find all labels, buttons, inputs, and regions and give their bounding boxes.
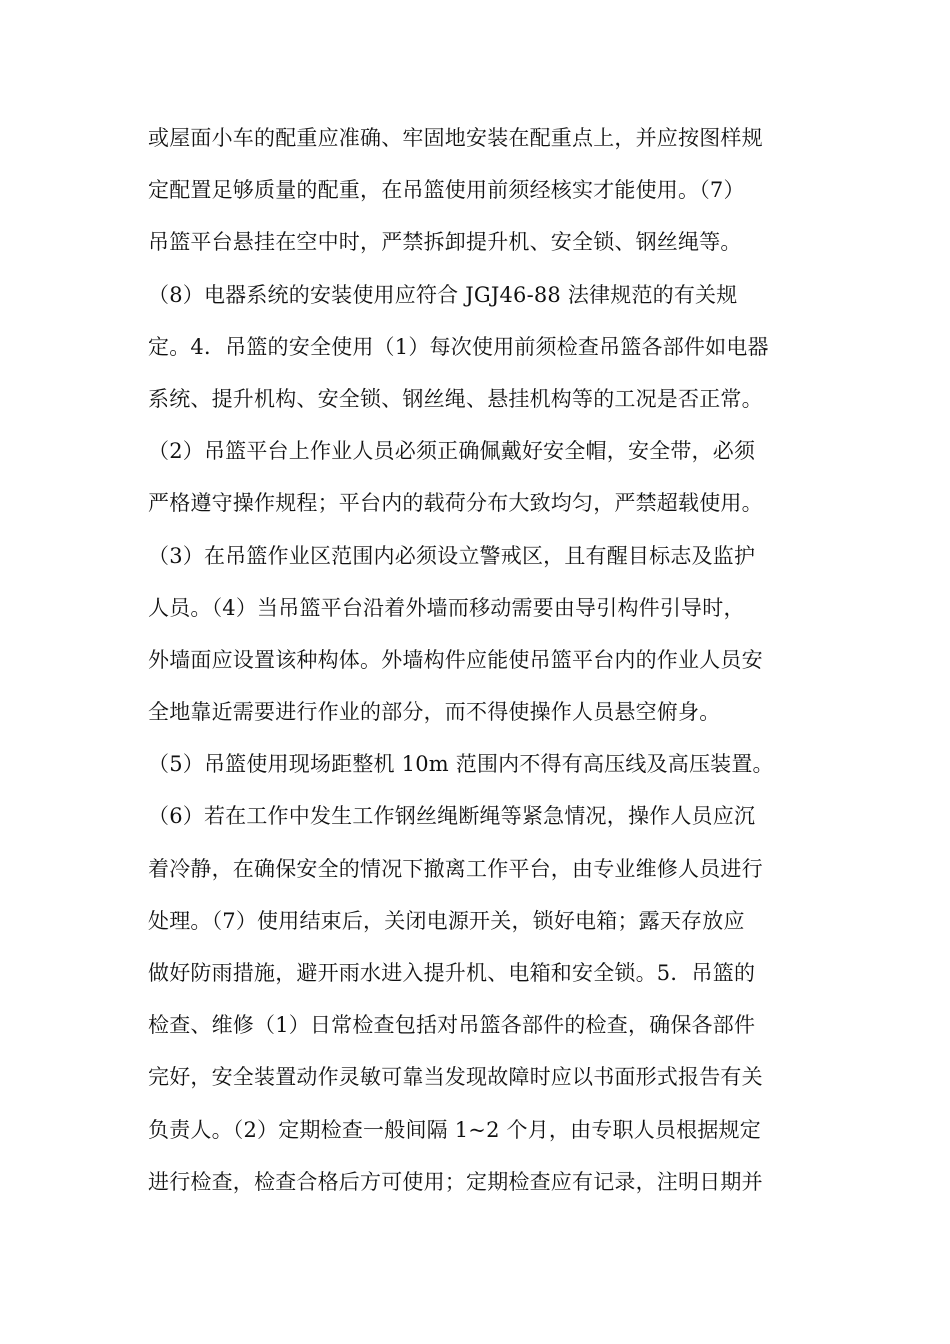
text-line: 系统、提升机构、安全锁、钢丝绳、悬挂机构等的工况是否正常。 bbox=[148, 386, 763, 411]
text-line: （5）吊篮使用现场距整机 10m 范围内不得有高压线及高压装置。 bbox=[148, 752, 774, 777]
text-line: 严格遵守操作规程；平台内的载荷分布大致均匀，严禁超载使用。 bbox=[148, 491, 763, 516]
text-line: 外墙面应设置该种构体。外墙构件应能使吊篮平台内的作业人员安 bbox=[148, 647, 763, 672]
text-line: 或屋面小车的配重应准确、牢固地安装在配重点上，并应按图样规 bbox=[148, 126, 763, 150]
text-line: 全地靠近需要进行作业的部分，而不得使操作人员悬空俯身。 bbox=[148, 700, 721, 725]
body-text bbox=[148, 118, 808, 1214]
text-line: 吊篮平台悬挂在空中时，严禁拆卸提升机、安全锁、钢丝绳等。 bbox=[148, 230, 742, 255]
text-line: 处理。（7）使用结束后，关闭电源开关，锁好电箱；露天存放应 bbox=[148, 908, 745, 933]
text-line: （8）电器系统的安装使用应符合 JGJ46-88 法律规范的有关规 bbox=[148, 282, 738, 307]
text-line: 进行检查，检查合格后方可使用；定期检查应有记录，注明日期并 bbox=[148, 1169, 763, 1194]
text-line: （6）若在工作中发生工作钢丝绳断绳等紧急情况，操作人员应沉 bbox=[148, 804, 756, 829]
text-line: （3）在吊篮作业区范围内必须设立警戒区，且有醒目标志及监护 bbox=[148, 543, 756, 568]
text-line: 定配置足够质量的配重，在吊篮使用前须经核实才能使用。（7） bbox=[148, 178, 745, 203]
text-line: 完好，安全装置动作灵敏可靠当发现故障时应以书面形式报告有关 bbox=[148, 1065, 763, 1090]
text-line: （2）吊篮平台上作业人员必须正确佩戴好安全帽，安全带，必须 bbox=[148, 439, 756, 464]
text-line: 检查、维修（1）日常检查包括对吊篮各部件的检查，确保各部件 bbox=[148, 1013, 756, 1038]
text-line: 定。4．吊篮的安全使用（1）每次使用前须检查吊篮各部件如电器 bbox=[148, 334, 769, 359]
text-line: 负责人。（2）定期检查一般间隔 1~2 个月，由专职人员根据规定 bbox=[148, 1117, 761, 1142]
text-line: 人员。（4）当吊篮平台沿着外墙而移动需要由导引构件引导时， bbox=[148, 595, 745, 620]
text-line: 着冷静，在确保安全的情况下撤离工作平台，由专业维修人员进行 bbox=[148, 856, 763, 881]
text-line: 做好防雨措施，避开雨水进入提升机、电箱和安全锁。5．吊篮的 bbox=[148, 961, 756, 985]
